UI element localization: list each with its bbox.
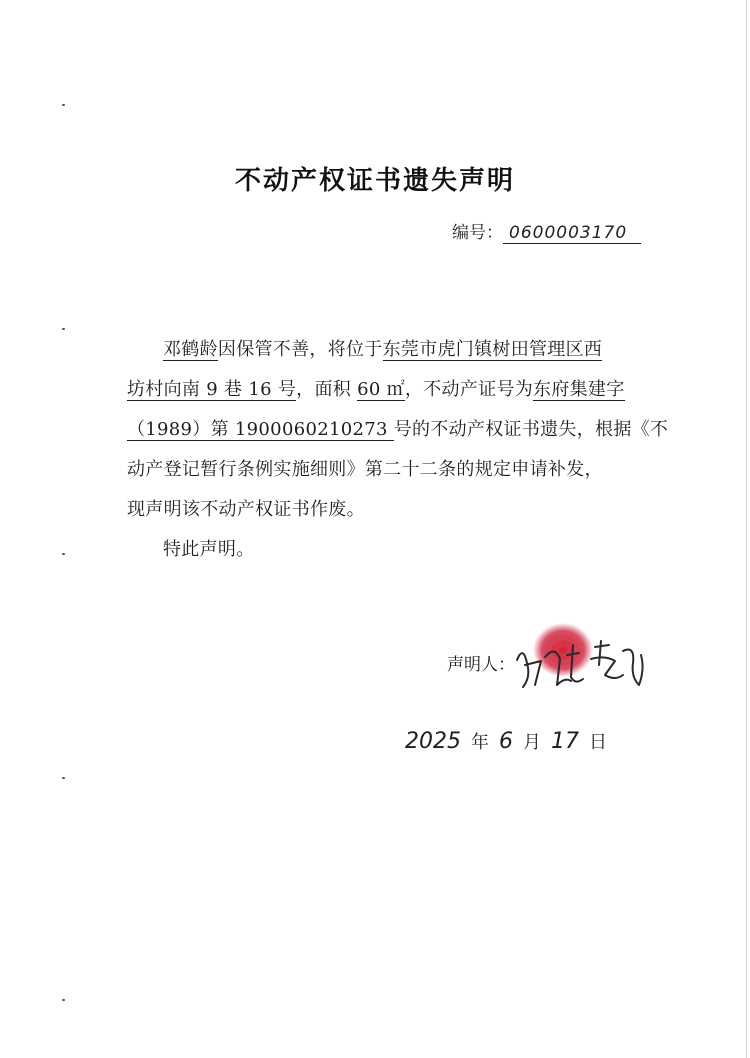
underlined-text: （1989）第 1900060210273 bbox=[127, 419, 394, 440]
signature-with-fingerprint bbox=[505, 615, 655, 710]
underlined-text: 邓鹤龄 bbox=[163, 339, 218, 360]
paragraph-text: ，不动产证号为 bbox=[404, 379, 534, 400]
serial-label: 编号： bbox=[452, 223, 503, 243]
date-month-unit: 月 bbox=[523, 732, 541, 753]
scan-edge-line bbox=[746, 0, 747, 1058]
paragraph-line bbox=[127, 455, 603, 481]
date-day: 17 bbox=[551, 729, 579, 754]
date-day-unit: 日 bbox=[589, 732, 607, 753]
paragraph-line bbox=[127, 495, 365, 521]
declarant-label: 声明人： bbox=[447, 655, 515, 675]
paragraph-text: 动产登记暂行条例实施细则》第二十二条的规定申请补发， bbox=[127, 459, 603, 480]
scan-speck bbox=[62, 999, 65, 1001]
paragraph-line bbox=[127, 415, 668, 441]
serial-value: 0600003170 bbox=[503, 223, 641, 244]
underlined-text: 坊村向南 9 巷 16 号 bbox=[127, 379, 297, 400]
underlined-text: 东府集建字 bbox=[533, 379, 625, 400]
fingerprint-seal bbox=[533, 623, 593, 677]
paragraph-text: 因保管不善，将位于 bbox=[217, 339, 383, 360]
scan-speck bbox=[62, 328, 65, 330]
paragraph-line bbox=[163, 535, 255, 561]
underlined-text: 东莞市虎门镇树田管理区西 bbox=[382, 339, 603, 360]
serial-number bbox=[452, 218, 641, 244]
paragraph-text: 号的不动产权证书遗失，根据《不 bbox=[393, 419, 669, 440]
date-month: 6 bbox=[499, 729, 513, 754]
scan-speck bbox=[62, 104, 65, 106]
paragraph-line bbox=[163, 335, 602, 361]
date-year-unit: 年 bbox=[471, 732, 489, 753]
scan-speck bbox=[62, 777, 65, 779]
underlined-text: 60 ㎡ bbox=[357, 379, 405, 400]
date-year: 2025 bbox=[405, 729, 461, 754]
page-title: 不动产权证书遗失声明 bbox=[234, 166, 515, 196]
paragraph-text: ，面积 bbox=[296, 379, 358, 400]
date bbox=[405, 728, 607, 754]
paragraph-text: 现声明该不动产权证书作废。 bbox=[127, 499, 365, 520]
paragraph-line bbox=[127, 375, 625, 401]
scan-speck bbox=[62, 553, 65, 555]
paragraph-text: 特此声明。 bbox=[163, 539, 255, 560]
